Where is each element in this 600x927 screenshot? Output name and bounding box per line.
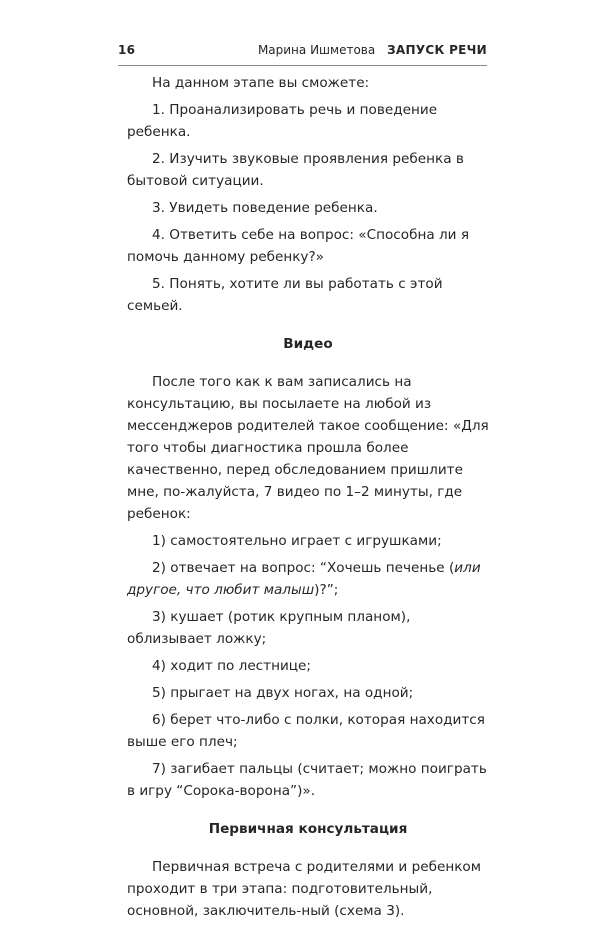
video-item: 1) самостоятельно играет с игрушками; — [152, 533, 442, 549]
video-item: 4) ходит по лестнице; — [152, 658, 311, 674]
page-number: 16 — [118, 43, 136, 57]
video-item-text: 2) отвечает на вопрос: “Хочешь печенье ( — [152, 560, 455, 576]
page-header — [118, 43, 487, 65]
intro-item: 3. Увидеть поведение ребенка. — [152, 200, 378, 216]
intro-lead: На данном этапе вы сможете: — [152, 75, 370, 91]
video-item: 3) кушает (ротик крупным планом), облизывает ложку; — [127, 609, 411, 647]
intro-item: 2. Изучить звуковые проявления ребенка в бытовой ситуации. — [127, 151, 464, 189]
intro-item: 1. Проанализировать речь и поведение ребенка. — [127, 102, 438, 140]
consultation-heading: Первичная консультация — [208, 821, 408, 837]
book-title: ЗАПУСК РЕЧИ — [387, 43, 487, 57]
video-item-italic: или другое, что любит малыш — [127, 560, 481, 598]
header-rule — [118, 65, 487, 66]
intro-item: 4. Ответить себе на вопрос: «Способна ли я помочь данному ребенку?» — [127, 227, 470, 265]
consultation-paragraph: Первичная встреча с родителями и ребенком проходит в три этапа: подготовительный, основной, заключитель-ный (схема 3). — [127, 859, 481, 919]
video-heading: Видео — [283, 336, 333, 352]
video-item-text: )?”; — [314, 582, 339, 598]
author-name: Марина Ишметова — [257, 43, 376, 57]
video-item: 6) берет что-либо с полки, которая находится выше его плеч; — [127, 712, 485, 750]
page-body — [127, 72, 489, 927]
video-paragraph: После того как к вам записались на консультацию, вы посылаете на любой из мессенджеров родителей такое сообщение: «Для того чтобы диагностика прошла более качественно, перед обследованием пришлите мне, по-жалуйста, 7 видео по 1–2 минуты, где ребенок: — [127, 374, 489, 522]
video-item: 7) загибает пальцы (считает; можно поиграть в игру “Сорока-ворона”)». — [127, 761, 487, 799]
intro-item: 5. Понять, хотите ли вы работать с этой семьей. — [127, 276, 443, 314]
video-item: 5) прыгает на двух ногах, на одной; — [152, 685, 414, 701]
running-head — [258, 43, 487, 57]
video-item — [127, 557, 489, 601]
